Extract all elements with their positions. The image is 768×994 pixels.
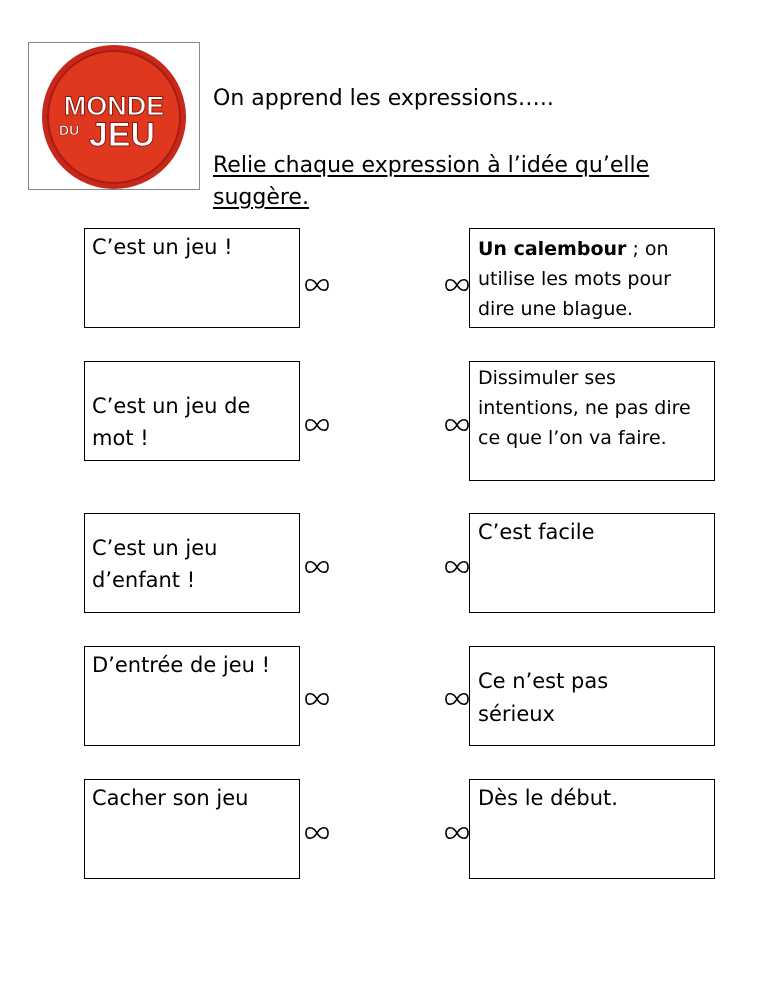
expression-box-4 [84,646,300,746]
instruction-text: Relie chaque expression à l’idée qu’elle suggère. [213,153,650,210]
right-connector-3-icon[interactable] [443,558,471,576]
right-connector-5-icon[interactable] [443,824,471,842]
definition-box-2 [469,361,715,481]
expression-text: C’est un jeu ! [92,235,233,259]
left-connector-1-icon[interactable] [303,276,331,294]
definition-text: Ce n’est pas sérieux [478,669,609,726]
definition-box-3 [469,513,715,613]
right-connector-4-icon[interactable] [443,690,471,708]
expression-text: C’est un jeu de mot ! [92,394,251,450]
right-connector-2-icon[interactable] [443,416,471,434]
right-connector-1-icon[interactable] [443,276,471,294]
logo-text-du: DU [59,122,80,138]
definition-text: Un calembour ; on utilise les mots pour dire une blague. [478,238,671,320]
definition-text: C’est facile [478,520,595,544]
left-connector-3-icon[interactable] [303,558,331,576]
left-connector-2-icon[interactable] [303,416,331,434]
definition-text: Dissimuler ses intentions, ne pas dire ce que l’on va faire. [478,367,691,449]
left-connector-4-icon[interactable] [303,690,331,708]
definition-bold-term: Un calembour [478,238,627,260]
logo-text-monde: MONDE [63,91,165,121]
page-title: On apprend les expressions….. [213,86,554,111]
logo-text-jeu: JEU [88,116,156,154]
expression-text: C’est un jeu d’enfant ! [92,536,218,592]
expression-box-2 [84,361,300,461]
definition-text: Dès le début. [478,786,618,810]
expression-box-5 [84,779,300,879]
definition-box-4 [469,646,715,746]
logo-frame [28,42,200,190]
expression-box-1 [84,228,300,328]
left-connector-5-icon[interactable] [303,824,331,842]
expression-text: Cacher son jeu [92,786,249,810]
expression-text: D’entrée de jeu ! [92,653,271,677]
monde-du-jeu-logo [29,43,199,189]
expression-box-3 [84,513,300,613]
definition-box-5 [469,779,715,879]
definition-box-1 [469,228,715,328]
